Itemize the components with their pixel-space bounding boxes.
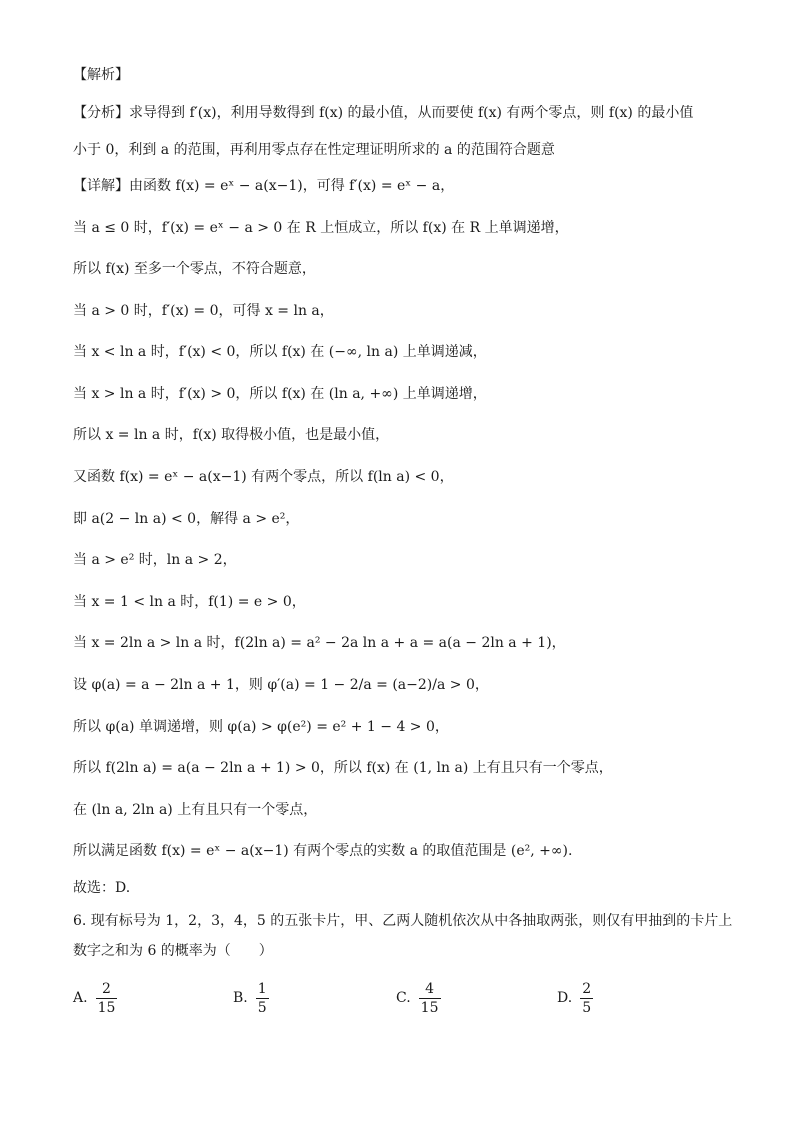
answer-line: 故选：D. [73,880,131,896]
option-b-numerator: 1 [257,980,267,997]
question-stem-line-2: 数字之和为 6 的概率为（ ） [73,943,273,959]
detail-line-2: 当 a ≤ 0 时，f′(x) = eˣ − a > 0 在 R 上恒成立，所以 f(x) 在 R 上单调递增， [73,220,569,236]
detail-line-14: 所以 φ(a) 单调递增，则 φ(a) > φ(e²) = e² + 1 − 4 > 0， [73,719,449,735]
option-d-fraction [580,980,593,1017]
detail-line-17: 所以满足函数 f(x) = eˣ − a(x−1) 有两个零点的实数 a 的取值范围是 (e², +∞). [73,843,573,859]
detail-line-10: 当 a > e² 时，ln a > 2， [73,552,237,568]
detail-line-8: 又函数 f(x) = eˣ − a(x−1) 有两个零点，所以 f(ln a) < 0， [73,469,454,485]
detail-line-6: 当 x > ln a 时，f′(x) > 0，所以 f(x) 在 (ln a, +∞) 上单调递增， [73,386,487,402]
detail-line-13: 设 φ(a) = a − 2ln a + 1，则 φ′(a) = 1 − 2/a = (a−2)/a > 0， [73,677,489,693]
option-c[interactable] [396,976,441,1020]
option-d-denominator: 5 [582,999,592,1016]
option-a-denominator: 15 [97,999,116,1016]
detail-line-5: 当 x < ln a 时，f′(x) < 0，所以 f(x) 在 (−∞, ln a) 上单调递减， [73,344,487,360]
analysis-line-1: 【分析】求导得到 f′(x)，利用导数得到 f(x) 的最小值，从而要使 f(x) 有两个零点，则 f(x) 的最小值 [73,105,694,121]
option-b[interactable] [233,976,269,1020]
option-c-denominator: 15 [420,999,439,1016]
detail-line-9: 即 a(2 − ln a) < 0，解得 a > e²， [73,511,300,527]
option-c-numerator: 4 [425,980,435,997]
solution-heading: 【解析】 [73,67,129,83]
option-d-numerator: 2 [582,980,592,997]
option-b-denominator: 5 [257,999,267,1016]
option-c-fraction [419,980,441,1017]
detail-line-15: 所以 f(2ln a) = a(a − 2ln a + 1) > 0，所以 f(x) 在 (1, ln a) 上有且只有一个零点， [73,760,613,776]
option-a-fraction [96,980,118,1017]
question-stem-line-1: 6. 现有标号为 1，2，3，4，5 的五张卡片，甲、乙两人随机依次从中各抽取两张，则仅有甲抽到的卡片上 [73,913,733,929]
detail-line-7: 所以 x = ln a 时，f(x) 取得极小值，也是最小值， [73,427,390,443]
option-b-letter: B. [233,990,248,1006]
detail-line-11: 当 x = 1 < ln a 时，f(1) = e > 0， [73,594,306,610]
option-d-letter: D. [557,990,573,1006]
detail-line-1: 【详解】由函数 f(x) = eˣ − a(x−1)，可得 f′(x) = eˣ − a， [73,178,455,194]
detail-line-16: 在 (ln a, 2ln a) 上有且只有一个零点， [73,802,318,818]
detail-line-4: 当 a > 0 时，f′(x) = 0，可得 x = ln a， [73,303,334,319]
option-b-fraction [256,980,269,1017]
option-a[interactable] [73,976,117,1020]
detail-line-12: 当 x = 2ln a > ln a 时，f(2ln a) = a² − 2a ln a + a = a(a − 2ln a + 1)， [73,635,566,651]
option-a-letter: A. [73,990,88,1006]
option-c-letter: C. [396,990,411,1006]
detail-line-3: 所以 f(x) 至多一个零点，不符合题意， [73,261,316,277]
option-d[interactable] [557,976,593,1020]
option-a-numerator: 2 [102,980,111,997]
analysis-line-2: 小于 0，利到 a 的范围，再利用零点存在性定理证明所求的 a 的范围符合题意 [73,142,555,158]
